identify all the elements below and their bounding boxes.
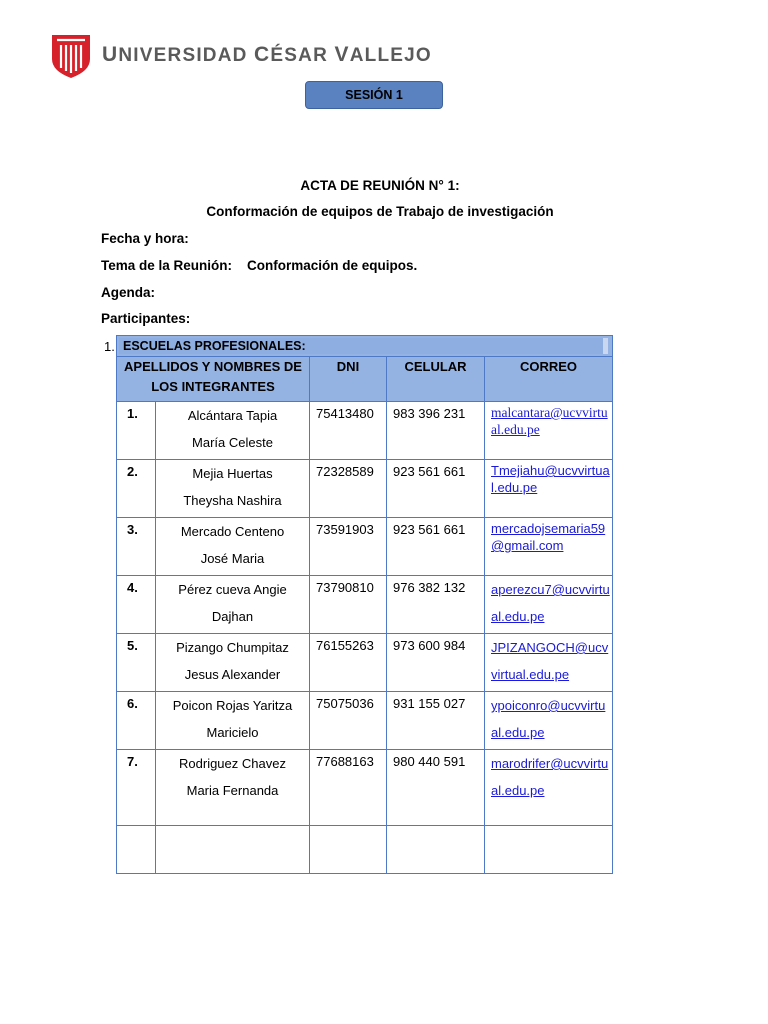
row-number: 4. <box>117 576 156 634</box>
row-number: 3. <box>117 518 156 576</box>
row-number: 2. <box>117 460 156 518</box>
table-row <box>117 518 613 576</box>
member-phone: 976 382 132 <box>387 576 485 634</box>
empty-cell[interactable] <box>156 826 310 874</box>
participants-table <box>116 335 613 874</box>
member-dni: 72328589 <box>310 460 387 518</box>
row-number: 7. <box>117 750 156 826</box>
schools-banner: ESCUELAS PROFESIONALES: <box>119 338 608 354</box>
table-row <box>117 634 613 692</box>
header-names: APELLIDOS Y NOMBRES DE LOS INTEGRANTES <box>117 357 310 402</box>
member-email-link[interactable]: marodrifer@ucvvirtual.edu.pe <box>485 750 613 826</box>
topic-line <box>101 258 417 273</box>
member-phone: 973 600 984 <box>387 634 485 692</box>
member-email-link[interactable]: Tmejiahu@ucvvirtual.edu.pe <box>485 460 613 518</box>
member-phone: 931 155 027 <box>387 692 485 750</box>
member-phone: 923 561 661 <box>387 460 485 518</box>
member-email-link[interactable]: malcantara@ucvvirtual.edu.pe <box>485 402 613 460</box>
member-dni: 73591903 <box>310 518 387 576</box>
table-row-empty <box>117 826 613 874</box>
topic-label: Tema de la Reunión: <box>101 258 233 273</box>
member-email-link[interactable]: ypoiconro@ucvvirtual.edu.pe <box>485 692 613 750</box>
empty-cell[interactable] <box>485 826 613 874</box>
row-number: 6. <box>117 692 156 750</box>
member-phone: 923 561 661 <box>387 518 485 576</box>
table-header-row <box>117 357 613 402</box>
member-name: Rodriguez Chavez Maria Fernanda <box>156 750 310 826</box>
row-number: 1. <box>117 402 156 460</box>
ucv-shield-icon <box>50 31 94 79</box>
member-name: Mejia Huertas Theysha Nashira <box>156 460 310 518</box>
row-number: 5. <box>117 634 156 692</box>
empty-cell[interactable] <box>117 826 156 874</box>
list-number: 1. <box>104 339 115 354</box>
table-row <box>117 750 613 826</box>
member-email-link[interactable]: aperezcu7@ucvvirtual.edu.pe <box>485 576 613 634</box>
table-banner-row <box>117 336 613 357</box>
member-phone: 983 396 231 <box>387 402 485 460</box>
agenda-label: Agenda: <box>101 285 155 300</box>
table-row <box>117 692 613 750</box>
topic-value: Conformación de equipos. <box>247 258 418 273</box>
header-dni: DNI <box>310 357 387 402</box>
member-name: Pérez cueva Angie Dajhan <box>156 576 310 634</box>
session-button[interactable]: SESIÓN 1 <box>305 81 443 109</box>
header-phone: CELULAR <box>387 357 485 402</box>
table-row <box>117 460 613 518</box>
empty-cell[interactable] <box>310 826 387 874</box>
document-subtitle: Conformación de equipos de Trabajo de investigación <box>206 204 554 219</box>
member-dni: 75413480 <box>310 402 387 460</box>
member-name: Mercado Centeno José Maria <box>156 518 310 576</box>
participants-label: Participantes: <box>101 311 191 326</box>
member-name: Pizango Chumpitaz Jesus Alexander <box>156 634 310 692</box>
member-dni: 76155263 <box>310 634 387 692</box>
member-dni: 77688163 <box>310 750 387 826</box>
member-dni: 73790810 <box>310 576 387 634</box>
university-name: UNIVERSIDAD CÉSAR VALLEJO <box>102 43 432 66</box>
member-phone: 980 440 591 <box>387 750 485 826</box>
member-name: Poicon Rojas Yaritza Maricielo <box>156 692 310 750</box>
date-label: Fecha y hora: <box>101 231 189 246</box>
empty-cell[interactable] <box>387 826 485 874</box>
table-row <box>117 402 613 460</box>
member-email-link[interactable]: mercadojsemaria59@gmail.com <box>485 518 613 576</box>
member-email-link[interactable]: JPIZANGOCH@ucvvirtual.edu.pe <box>485 634 613 692</box>
table-row <box>117 576 613 634</box>
document-title: ACTA DE REUNIÓN N° 1: <box>300 178 460 193</box>
member-dni: 75075036 <box>310 692 387 750</box>
header-email: CORREO <box>485 357 613 402</box>
member-name: Alcántara Tapia María Celeste <box>156 402 310 460</box>
university-logo <box>50 31 432 79</box>
